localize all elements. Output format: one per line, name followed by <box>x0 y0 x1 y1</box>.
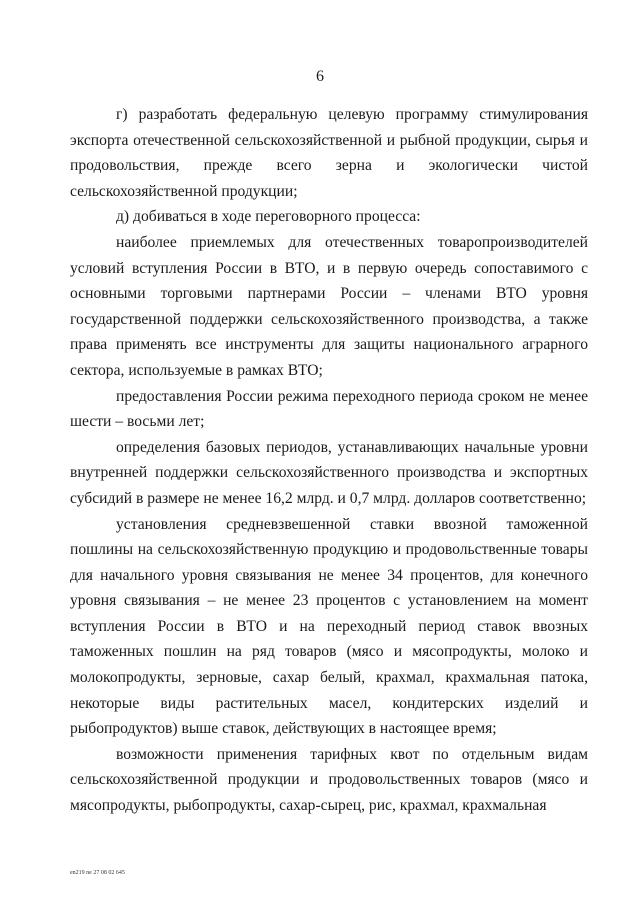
paragraph-base-periods: определения базовых периодов, устанавливающих начальные уровни внутренней поддержки сельскохозяйственного производства и экспортных субсидий в размере не менее 16,2 млрд. и 0,7 млрд. долларов соответственно; <box>70 438 588 507</box>
paragraph-transition-period: предоставления России режима переходного периода сроком не менее шести – восьми лет; <box>70 387 588 431</box>
paragraph-tariff-rates: установления средневзвешенной ставки ввозной таможенной пошлины на сельскохозяйственную продукцию и продовольственные товары для начального уровня связывания не менее 34 процентов, для конечного уровня связывания – не менее 23 процентов с установлением на момент вступления России в ВТО и на переходный период ставок ввозных таможенных пошлин на ряд товаров (мясо и мясопродукты, молоко и молокопродукты, зерновые, сахар белый, крахмал, крахмальная патока, некоторые виды растительных масел, кондитерских изделий и рыбопродуктов) выше ставок, действующих в настоящее время; <box>70 515 588 738</box>
page-number: 6 <box>316 68 324 85</box>
paragraph-tariff-quotas: возможности применения тарифных квот по отдельным видам сельскохозяйственной продукции и продовольственных товаров (мясо и мясопродукты, рыбопродукты, сахар-сырец, рис, крахмал, крахмальная <box>70 745 588 815</box>
document-body <box>70 102 588 819</box>
footer-code: en219 ne 27 08 02 645 <box>70 870 125 876</box>
paragraph-export-program: г) разработать федеральную целевую программу стимулирования экспорта отечественной сельскохозяйственной и рыбной продукции, сырья и продовольствия, прежде всего зерна и экологически чистой сельскохозяйственной продукции; <box>70 106 588 200</box>
paragraph-negotiation-intro: д) добиваться в ходе переговорного процесса: <box>116 208 421 226</box>
paragraph-accession-conditions: наиболее приемлемых для отечественных товаропроизводителей условий вступления России в ВТО, и в первую очередь сопоставимого с основными торговыми партнерами России – членами ВТО уровня государственной поддержки сельскохозяйственного производства, а также права применять все инструменты для защиты национального аграрного сектора, используемые в рамках ВТО; <box>70 233 588 379</box>
